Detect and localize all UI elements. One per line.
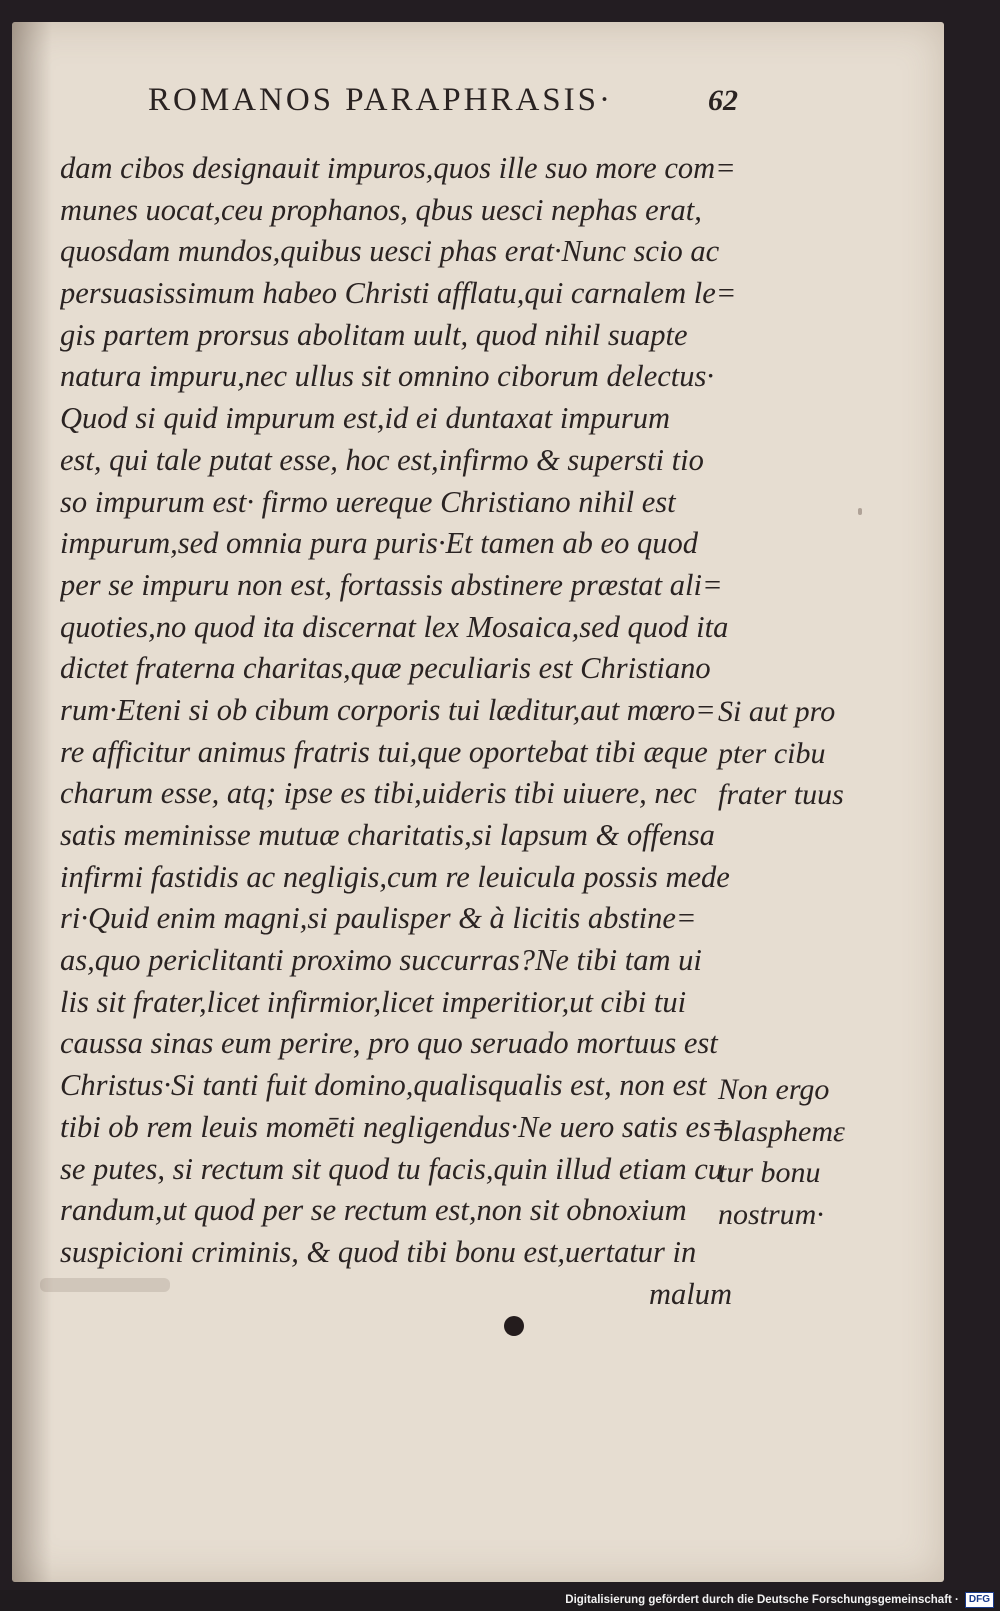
text-line: so impurum est· firmo uereque Christiano nihil est — [60, 484, 676, 519]
marginal-note-line: nostrum· — [718, 1198, 824, 1232]
text-line: est, qui tale putat esse, hoc est,infirmo & supersti tio — [60, 442, 704, 477]
marginal-note — [718, 691, 888, 816]
text-line: dam cibos designauit impuros,quos ille suo more com= — [60, 151, 736, 185]
text-line: quoties,no quod ita discernat lex Mosaica,sed quod ita — [60, 609, 729, 644]
page-number: 62 — [708, 84, 738, 117]
text-line: tibi ob rem leuis momēti negligendus·Ne uero satis es= — [60, 1109, 732, 1144]
digitization-credit — [565, 1591, 994, 1609]
marginal-note-line: Si aut pro — [718, 695, 836, 728]
text-line: rum·Eteni si ob cibum corporis tui læditur,aut mœro= — [60, 692, 716, 727]
text-line: lis sit frater,licet infirmior,licet imperitior,ut cibi tui — [60, 984, 687, 1019]
text-line: persuasissimum habeo Christi afflatu,qui carnalem le= — [60, 276, 737, 311]
text-line: gis partem prorsus abolitam uult, quod nihil suapte — [60, 317, 688, 352]
text-line: quosdam mundos,quibus uesci phas erat·Nunc scio ac — [60, 234, 720, 269]
text-line: ri·Quid enim magni,si paulisper & à licitis abstine= — [60, 901, 697, 936]
text-line: as,quo periclitanti proximo succurras?Ne tibi tam ui — [60, 943, 702, 978]
text-line: randum,ut quod per se rectum est,non sit obnoxium — [60, 1193, 687, 1228]
marginal-note-line: frater tuus — [718, 778, 844, 812]
marginal-note — [718, 1069, 888, 1236]
text-line: per se impuru non est, fortassis abstinere præstat ali= — [60, 567, 723, 602]
paper-speck — [858, 508, 862, 515]
text-line: infirmi fastidis ac negligis,cum re leuicula possis mede — [60, 859, 730, 894]
running-head — [148, 82, 738, 119]
marginal-note-line: blasphemε — [718, 1114, 845, 1148]
text-line: charum esse, atq; ipse es tibi,uideris tibi uiuere, nec — [60, 776, 697, 811]
text-line: re afficitur animus fratris tui,que oportebat tibi æque — [60, 734, 708, 769]
text-line: se putes, si rectum sit quod tu facis,quin illud etiam cu — [60, 1151, 724, 1186]
body-text — [60, 148, 740, 1315]
credit-text: Digitalisierung gefördert durch die Deutsche Forschungsgemeinschaft · — [565, 1594, 959, 1606]
text-line: satis meminisse mutuæ charitatis,si lapsum & offensa — [60, 818, 715, 852]
text-line: natura impuru,nec ullus sit omnino ciborum delectus· — [60, 359, 715, 394]
running-title: ROMANOS PARAPHRASIS· — [148, 82, 613, 118]
dfg-logo[interactable]: DFG — [965, 1592, 994, 1608]
text-line: caussa sinas eum perire, pro quo seruado mortuus est — [60, 1026, 718, 1061]
marginal-note-line: Non ergo — [718, 1073, 830, 1106]
text-line: Christus·Si tanti fuit domino,qualisqualis est, non est — [60, 1068, 707, 1103]
text-line: munes uocat,ceu prophanos, qbus uesci nephas erat, — [60, 192, 702, 227]
text-line: Quod si quid impurum est,id ei duntaxat impurum — [60, 401, 670, 436]
catchword: malum — [648, 1276, 732, 1311]
page-gutter-shadow — [12, 22, 52, 1582]
marginal-note-line: pter cibu — [718, 736, 826, 770]
text-line: impurum,sed omnia pura puris·Et tamen ab eo quod — [60, 526, 698, 561]
ornament-dot — [504, 1316, 524, 1336]
marginal-note-line: tur bonu — [718, 1156, 821, 1190]
text-line: suspicioni criminis, & quod tibi bonu est,uertatur in — [60, 1234, 697, 1269]
text-line: dictet fraterna charitas,quæ peculiaris est Christiano — [60, 651, 711, 686]
